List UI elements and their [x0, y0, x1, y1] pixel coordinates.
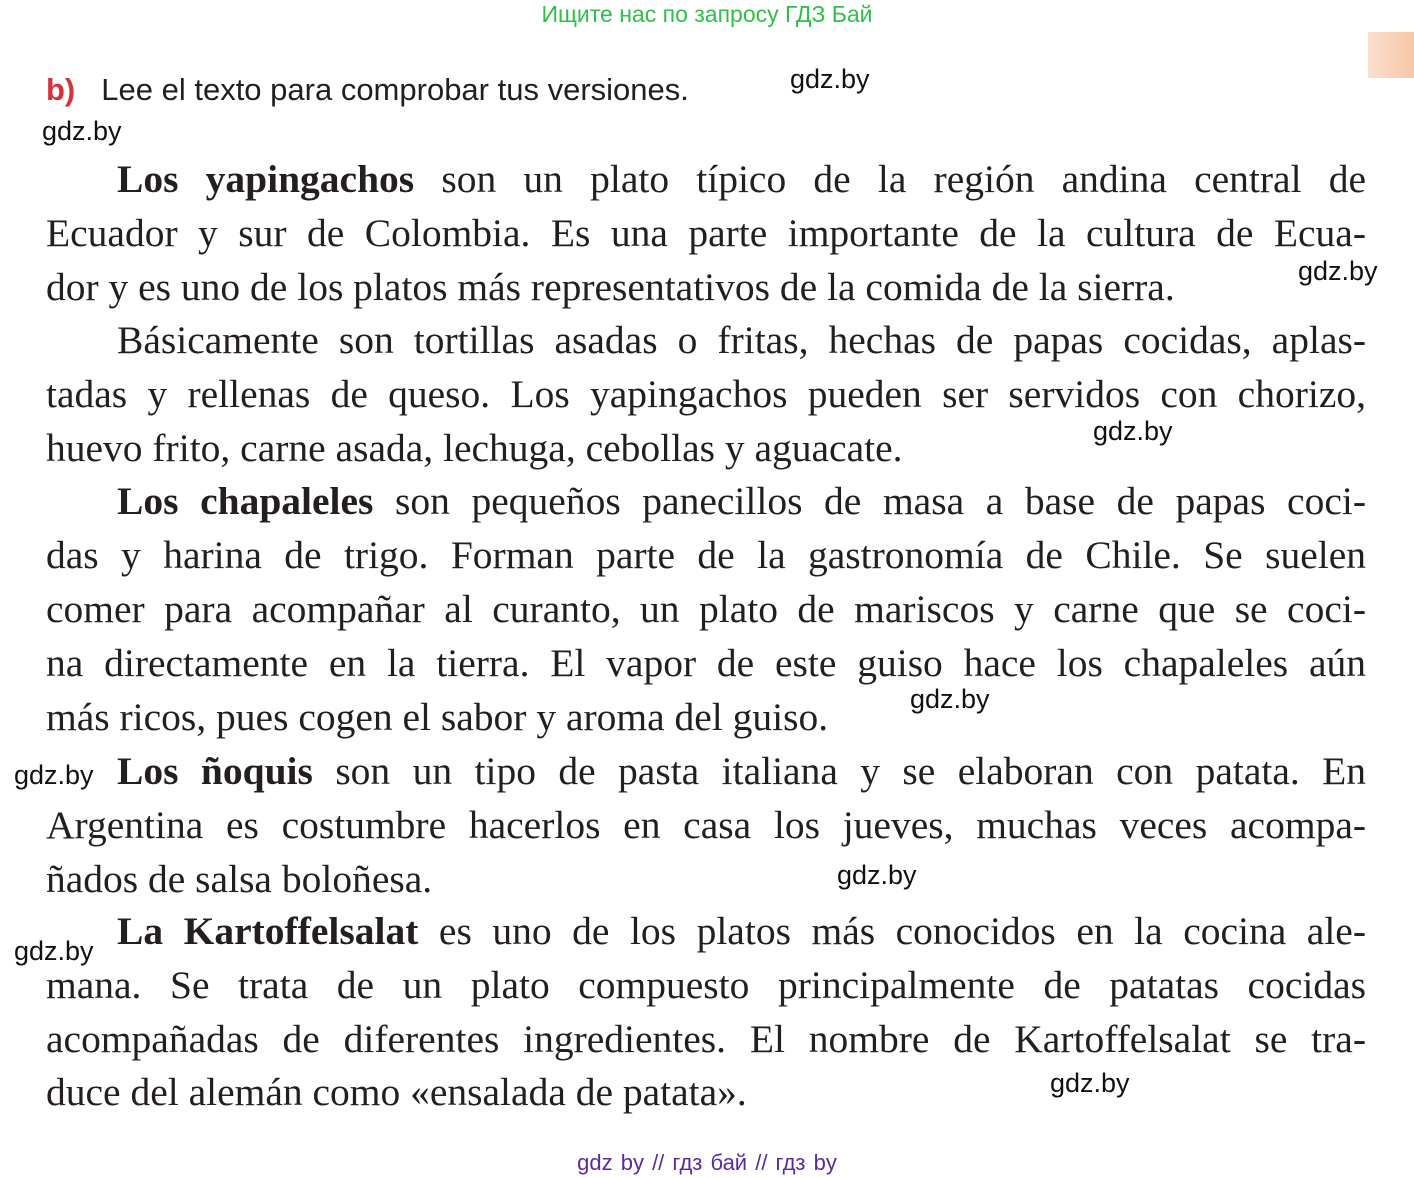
- chapaleles-line-4: na directamente en la tierra. El vapor de este guiso hace los chapaleles aún: [46, 641, 1366, 685]
- yapingachos-line-3: dor y es uno de los platos más representativos de la comida de la sierra.: [46, 265, 1175, 309]
- footer-links: gdz by // гдз бай // гдз by: [577, 1150, 837, 1175]
- chapaleles-line-2: das y harina de trigo. Forman parte de la gastronomía de Chile. Se suelen: [46, 533, 1366, 577]
- basicamente-line-3: huevo frito, carne asada, lechuga, cebollas y aguacate.: [46, 426, 903, 470]
- task-instruction: Lee el texto para comprobar tus versiones.: [101, 72, 689, 107]
- noquis-line-3: ñados de salsa boloñesa.: [46, 857, 433, 901]
- term-noquis: Los ñoquis: [117, 749, 313, 793]
- task-heading: [46, 72, 689, 108]
- chapaleles-line-3: comer para acompañar al curanto, un plato de mariscos y carne que se coci-: [46, 587, 1366, 631]
- term-chapaleles: Los chapaleles: [117, 479, 374, 523]
- basicamente-line-1: Básicamente son tortillas asadas o fritas, hechas de papas cocidas, aplas-: [117, 318, 1366, 362]
- watermark: gdz.by: [837, 860, 917, 890]
- yapingachos-line-2: Ecuador y sur de Colombia. Es una parte importante de la cultura de Ecua-: [46, 211, 1366, 255]
- term-yapingachos: Los yapingachos: [117, 157, 415, 201]
- task-letter: b): [46, 72, 76, 107]
- term-kartoffelsalat: La Kartoffelsalat: [117, 909, 419, 953]
- noquis-line-1: Los ñoquis son un tipo de pasta italiana y se elaboran con patata. En: [117, 749, 1367, 793]
- watermark: gdz.by: [1298, 256, 1378, 286]
- kartoffelsalat-line-2: mana. Se trata de un plato compuesto principalmente de patatas cocidas: [46, 963, 1366, 1007]
- basicamente-line-2: tadas y rellenas de queso. Los yapingachos pueden ser servidos con chorizo,: [46, 372, 1366, 416]
- chapaleles-line-5: más ricos, pues cogen el sabor y aroma del guiso.: [46, 695, 829, 739]
- watermark: gdz.by: [42, 116, 122, 146]
- watermark: gdz.by: [1093, 416, 1173, 446]
- top-banner: Ищите нас по запросу ГДЗ Бай: [541, 1, 873, 27]
- kartoffelsalat-line-4: duce del alemán como «ensalada de patata».: [46, 1070, 747, 1114]
- yapingachos-line-1: Los yapingachos son un plato típico de la región andina central de: [117, 157, 1366, 201]
- noquis-line-2: Argentina es costumbre hacerlos en casa los jueves, muchas veces acompa-: [46, 803, 1366, 847]
- kartoffelsalat-line-3: acompañadas de diferentes ingredientes. El nombre de Kartoffelsalat se tra-: [46, 1017, 1366, 1061]
- watermark: gdz.by: [14, 936, 94, 966]
- watermark: gdz.by: [1050, 1068, 1130, 1098]
- watermark: gdz.by: [14, 760, 94, 790]
- kartoffelsalat-line-1: La Kartoffelsalat es uno de los platos más conocidos en la cocina ale-: [117, 909, 1366, 953]
- chapaleles-line-1: Los chapaleles son pequeños panecillos de masa a base de papas coci-: [117, 479, 1366, 523]
- page-corner-tab: [1368, 32, 1414, 78]
- watermark: gdz.by: [910, 684, 990, 714]
- watermark: gdz.by: [790, 64, 870, 94]
